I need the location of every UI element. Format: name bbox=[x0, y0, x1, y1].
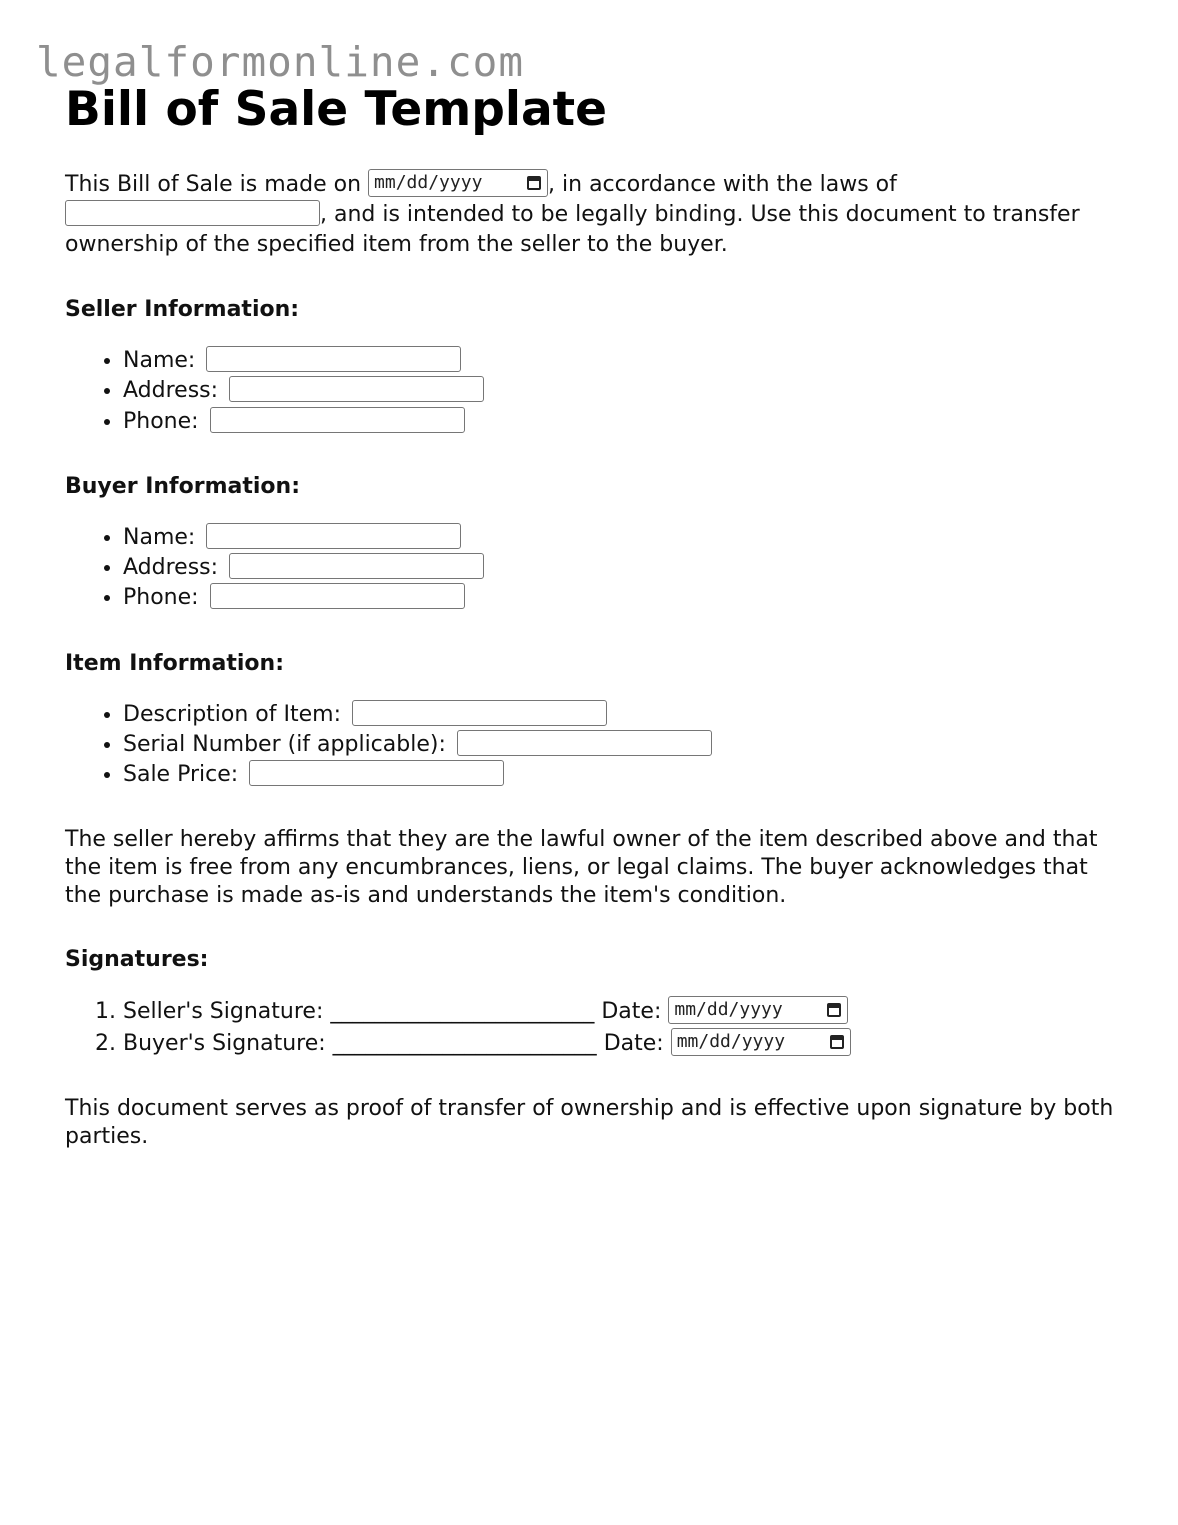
calendar-icon[interactable] bbox=[827, 1003, 841, 1017]
buyer-phone-input[interactable] bbox=[210, 583, 465, 609]
seller-name-label: Name: bbox=[123, 348, 196, 373]
sale-date-input[interactable] bbox=[368, 169, 548, 197]
list-item bbox=[123, 700, 1125, 730]
item-fields-list bbox=[65, 700, 1125, 791]
closing-paragraph: This document serves as proof of transfer of ownership and is effective upon signature by both parties. bbox=[65, 1095, 1114, 1149]
seller-phone-label: Phone: bbox=[123, 408, 199, 434]
seller-name-input[interactable] bbox=[206, 346, 461, 372]
jurisdiction-input[interactable] bbox=[65, 200, 320, 226]
list-item bbox=[123, 376, 1125, 406]
seller-date-input[interactable] bbox=[668, 996, 848, 1024]
serial-number-label: Serial Number (if applicable): bbox=[123, 732, 446, 758]
buyer-section-title: Buyer Information: bbox=[65, 473, 300, 499]
affirmation-paragraph: The seller hereby affirms that they are the lawful owner of the item described above and that the item is free from any encumbrances, liens, or legal claims. The buyer acknowledges that the purchase is made as-is and understands the item's condition. bbox=[65, 826, 1098, 908]
page-title: Bill of Sale Template bbox=[65, 82, 608, 137]
watermark-logo: legalformonline.com bbox=[36, 38, 524, 86]
serial-number-input[interactable] bbox=[457, 730, 712, 756]
buyer-fields-list bbox=[65, 523, 1125, 614]
seller-date-label: Date: bbox=[601, 998, 662, 1024]
seller-address-label: Address: bbox=[123, 378, 219, 404]
list-item bbox=[123, 553, 1125, 583]
list-item bbox=[123, 407, 1125, 437]
list-item bbox=[123, 583, 1125, 613]
buyer-address-input[interactable] bbox=[229, 553, 484, 579]
list-item bbox=[123, 760, 1125, 790]
buyer-date-label: Date: bbox=[603, 1030, 664, 1056]
list-item bbox=[123, 346, 1125, 376]
item-description-input[interactable] bbox=[352, 700, 607, 726]
list-item bbox=[123, 523, 1125, 553]
document-page bbox=[65, 80, 1125, 1151]
signatures-section-title: Signatures: bbox=[65, 946, 209, 972]
sale-price-input[interactable] bbox=[249, 760, 504, 786]
buyer-name-label: Name: bbox=[123, 524, 196, 550]
signatures-list bbox=[65, 996, 1125, 1060]
intro-text-1: This Bill of Sale is made on bbox=[65, 172, 369, 197]
buyer-signature-label: Buyer's Signature: ________________________ bbox=[123, 1030, 597, 1056]
list-item bbox=[123, 730, 1125, 760]
intro-text-2: , in accordance with the laws of bbox=[548, 172, 897, 197]
buyer-name-input[interactable] bbox=[206, 523, 461, 549]
buyer-date-input[interactable] bbox=[671, 1028, 851, 1056]
list-item bbox=[123, 1028, 1125, 1060]
sale-date-placeholder: mm/dd/yyyy bbox=[374, 172, 483, 193]
sale-price-label: Sale Price: bbox=[123, 762, 239, 788]
item-section-title: Item Information: bbox=[65, 650, 284, 676]
buyer-date-placeholder: mm/dd/yyyy bbox=[676, 1030, 786, 1052]
seller-date-placeholder: mm/dd/yyyy bbox=[674, 998, 783, 1020]
intro-paragraph bbox=[65, 170, 1125, 260]
calendar-icon[interactable] bbox=[527, 176, 541, 190]
seller-fields-list bbox=[65, 346, 1125, 437]
buyer-phone-label: Phone: bbox=[123, 585, 199, 611]
calendar-icon[interactable] bbox=[830, 1035, 844, 1049]
seller-address-input[interactable] bbox=[229, 376, 484, 402]
intro-text-3: , and is intended to be legally binding. Use this document to transfer ownership of the specified item from the seller to the buyer. bbox=[65, 202, 1080, 257]
buyer-address-label: Address: bbox=[123, 555, 219, 581]
list-item bbox=[123, 996, 1125, 1028]
seller-phone-input[interactable] bbox=[210, 407, 465, 433]
seller-section-title: Seller Information: bbox=[65, 297, 300, 322]
seller-signature-label: Seller's Signature: ________________________ bbox=[123, 998, 595, 1024]
item-description-label: Description of Item: bbox=[123, 701, 341, 727]
